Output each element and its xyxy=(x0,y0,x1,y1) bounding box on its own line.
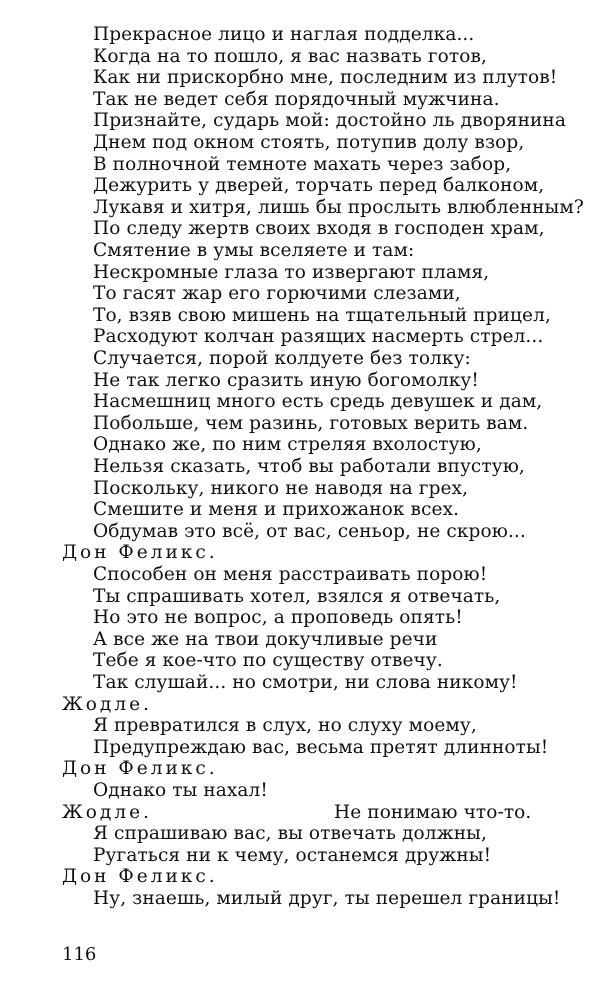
verse-text: Я спрашиваю вас, вы отвечать должны, xyxy=(93,823,487,845)
verse-line xyxy=(93,456,525,478)
speaker-label: Дон Феликс. xyxy=(62,758,218,780)
verse-text: То гасят жар его горючими слезами, xyxy=(93,283,461,305)
verse-text: Прекрасное лицо и наглая подделка... xyxy=(93,24,475,45)
verse-line xyxy=(93,326,543,348)
verse-line xyxy=(93,89,500,111)
verse-text: По следу жертв своих входя в господен храм, xyxy=(93,218,545,240)
verse-text: Обдумав это всё, от вас, сеньор, не скрою... xyxy=(93,520,526,542)
verse-line xyxy=(93,240,414,262)
verse-line xyxy=(93,370,479,392)
verse-line xyxy=(93,888,560,910)
verse-text: Дежурить у дверей, торчать перед балконом, xyxy=(93,175,545,197)
speaker-label: Дон Феликс. xyxy=(62,866,218,888)
verse-text: Ну, знаешь, милый друг, ты перешел границы! xyxy=(93,888,561,909)
verse-line xyxy=(93,650,443,672)
verse-text: Побольше, чем разинь, готовых верить вам. xyxy=(93,412,529,434)
verse-text: Ругаться ни к чему, останемся дружны! xyxy=(93,844,492,866)
verse-line xyxy=(93,67,557,89)
verse-text: Тебе я кое-что по существу отвечу. xyxy=(93,650,443,672)
verse-line xyxy=(93,348,471,370)
speaker-name xyxy=(62,542,218,564)
speaker-label: Жодле. xyxy=(62,801,152,823)
verse-line xyxy=(93,607,463,629)
verse-text: Предупреждаю вас, весьма претят длинноты! xyxy=(93,736,549,758)
verse-line xyxy=(93,521,526,543)
verse-line xyxy=(93,175,544,197)
verse-line xyxy=(93,672,518,694)
speaker-label: Жодле. xyxy=(62,693,152,715)
verse-text: Насмешниц много есть средь девушек и дам, xyxy=(93,391,543,413)
verse-line xyxy=(93,478,468,500)
speaker-name xyxy=(62,801,532,824)
verse-line xyxy=(93,629,437,651)
verse-text: Днем под окном стоять, потупив долу взор, xyxy=(93,132,525,153)
verse-line xyxy=(93,132,524,154)
verse-line xyxy=(93,413,528,435)
verse-line xyxy=(93,586,500,608)
verse-text: Лукавя и хитря, лишь бы прослыть влюбленным? xyxy=(93,196,584,218)
verse-line xyxy=(93,391,542,413)
verse-line xyxy=(93,262,489,284)
cue-line: Не понимаю что-то. xyxy=(334,801,532,823)
verse-line xyxy=(93,737,548,759)
verse-line xyxy=(93,218,545,240)
verse-text: Я превратился в слух, но слуху моему, xyxy=(93,715,477,737)
verse-line xyxy=(93,283,461,305)
speaker-name xyxy=(62,866,218,888)
verse-line xyxy=(93,780,268,802)
verse-text: Однако же, по ним стреляя вхолостую, xyxy=(93,434,482,456)
verse-text: Нельзя сказать, чтоб вы работали впустую, xyxy=(93,456,525,477)
verse-text: Но это не вопрос, а проповедь опять! xyxy=(93,607,463,629)
verse-text: Расходуют колчан разящих насмерть стрел... xyxy=(93,326,544,348)
verse-text: Поскольку, никого не наводя на грех, xyxy=(93,477,469,499)
verse-line xyxy=(93,845,491,867)
verse-line xyxy=(93,434,482,456)
verse-text: Смешите и меня и прихожанок всех. xyxy=(93,499,460,521)
verse-text: В полночной темноте махать через забор, xyxy=(93,153,512,175)
speaker-label: Дон Феликс. xyxy=(62,542,218,564)
verse-text: Однако ты нахал! xyxy=(93,780,268,801)
verse-text: Случается, порой колдуете без толку: xyxy=(93,348,471,369)
verse-text: Смятение в умы вселяете и там: xyxy=(93,240,415,261)
verse-text: А все же на твои докучливые речи xyxy=(93,628,438,650)
verse-text: Не так легко сразить иную богомолку! xyxy=(93,369,479,391)
verse-text: Нескромные глаза то извергают пламя, xyxy=(93,261,490,283)
verse-line xyxy=(93,110,566,132)
verse-text: Способен он меня расстраивать порою! xyxy=(93,564,488,585)
speaker-name xyxy=(62,758,218,780)
verse-text: Так слушай... но смотри, ни слова никому! xyxy=(93,672,518,693)
verse-text: Когда на то пошло, я вас назвать готов, xyxy=(93,45,487,67)
verse-line xyxy=(93,154,511,176)
verse-line xyxy=(93,715,477,737)
verse-text: Ты спрашивать хотел, взялся я отвечать, xyxy=(93,585,501,607)
verse-text: Так не ведет себя порядочный мужчина. xyxy=(93,88,500,110)
verse-text: То, взяв свою мишень на тщательный прицел, xyxy=(93,304,551,326)
verse-text: Как ни прискорбно мне, последним из плутов! xyxy=(93,67,558,89)
verse-line xyxy=(93,197,584,219)
speaker-name xyxy=(62,694,152,716)
page-number: 116 xyxy=(62,944,97,965)
verse-line xyxy=(93,823,487,845)
verse-line xyxy=(93,499,459,521)
verse-line xyxy=(93,305,551,327)
verse-line xyxy=(93,46,487,68)
verse-line xyxy=(93,24,474,46)
verse-line xyxy=(93,564,487,586)
verse-text: Признайте, сударь мой: достойно ль дворянина xyxy=(93,110,566,132)
